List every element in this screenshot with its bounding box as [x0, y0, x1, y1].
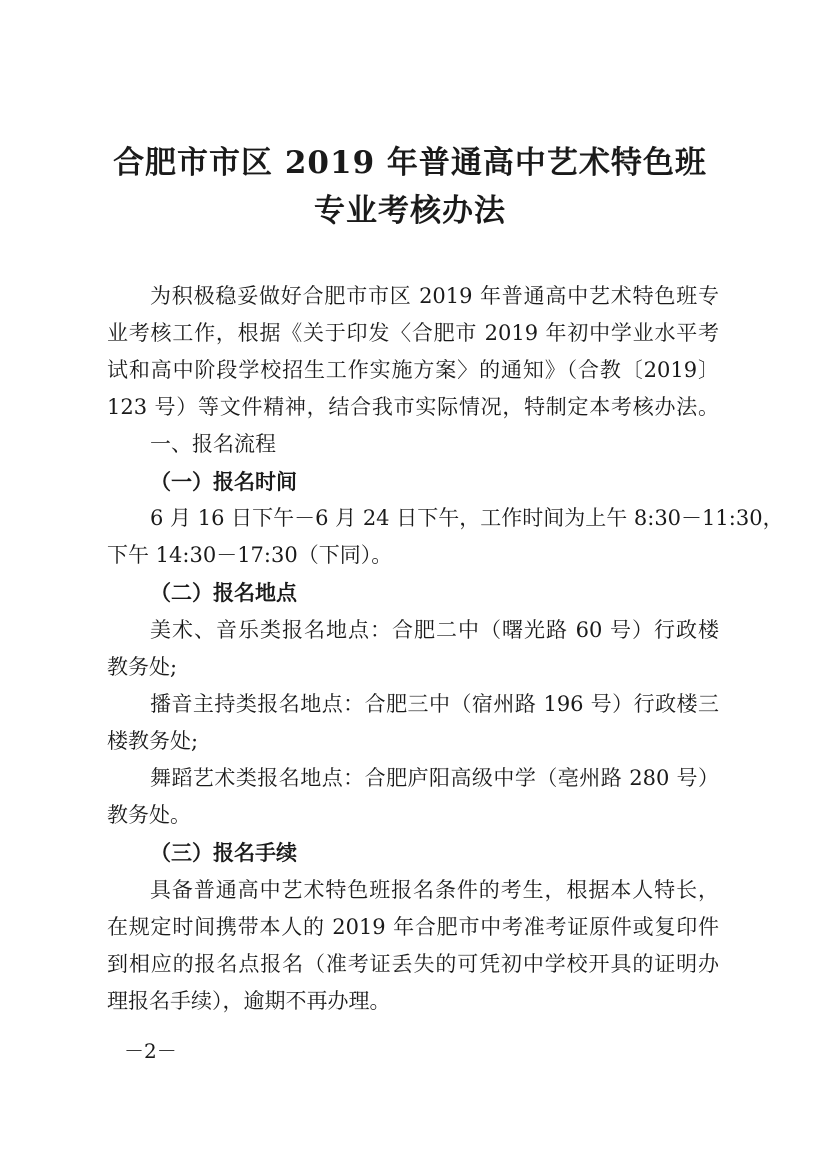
page-number: －2－ [124, 1039, 177, 1063]
location-art-music-line-2: 教务处; [107, 655, 178, 679]
title-line-2: 专业考核办法 [314, 193, 506, 229]
intro-line-1: 为积极稳妥做好合肥市市区 2019 年普通高中艺术特色班专 [150, 284, 719, 308]
subsection-heading-location: （二）报名地点 [150, 580, 297, 605]
title-line-1: 合肥市市区 2019 年普通高中艺术特色班 [113, 145, 707, 181]
location-broadcast-line-1: 播音主持类报名地点：合肥三中（宿州路 196 号）行政楼三 [150, 692, 719, 716]
procedure-line-4: 理报名手续），逾期不再办理。 [107, 989, 391, 1013]
location-dance-line-1: 舞蹈艺术类报名地点：合肥庐阳高级中学（亳州路 280 号） [150, 766, 719, 790]
location-broadcast-line-2: 楼教务处; [107, 729, 199, 753]
intro-line-4: 123 号）等文件精神，结合我市实际情况，特制定本考核办法。 [107, 395, 719, 419]
procedure-line-2: 在规定时间携带本人的 2019 年合肥市中考准考证原件或复印件 [107, 915, 719, 939]
procedure-line-3: 到相应的报名点报名（准考证丢失的可凭初中学校开具的证明办 [107, 952, 719, 976]
procedure-line-1: 具备普通高中艺术特色班报名条件的考生，根据本人特长， [150, 878, 719, 902]
location-dance-line-2: 教务处。 [107, 803, 191, 827]
subsection-heading-time: （一）报名时间 [150, 469, 297, 494]
section-heading-registration: 一、报名流程 [150, 432, 276, 456]
time-line-2: 下午 14:30－17:30（下同）。 [107, 543, 393, 567]
subsection-heading-procedure: （三）报名手续 [150, 840, 297, 865]
intro-line-2: 业考核工作，根据《关于印发〈合肥市 2019 年初中学业水平考 [107, 321, 719, 345]
time-line-1: 6 月 16 日下午－6 月 24 日下午，工作时间为上午 8:30－11:30， [150, 506, 784, 530]
intro-line-3: 试和高中阶段学校招生工作实施方案〉的通知》（合教〔2019〕 [107, 358, 719, 382]
location-art-music-line-1: 美术、音乐类报名地点：合肥二中（曙光路 60 号）行政楼 [150, 618, 719, 642]
